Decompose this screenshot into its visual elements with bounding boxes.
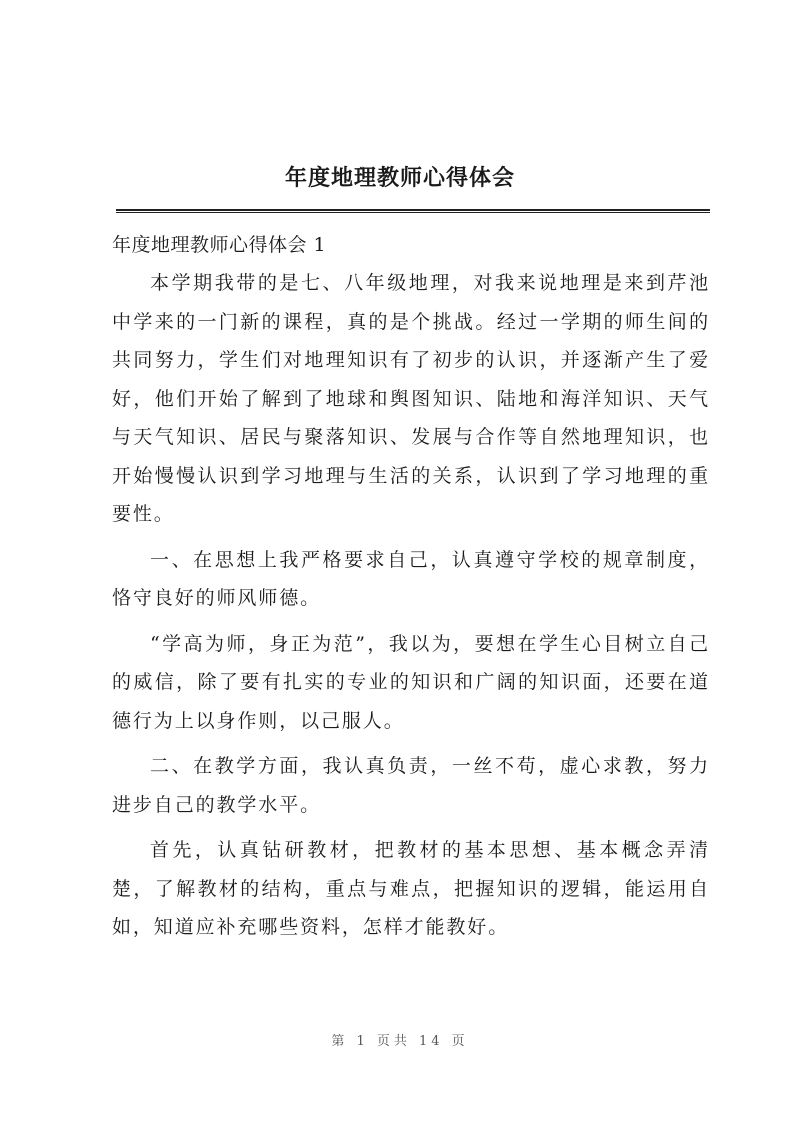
paragraph-1: 本学期我带的是七、八年级地理，对我来说地理是来到芹池中学来的一门新的课程，真的是个挑战。经过一学期的师生间的共同努力，学生们对地理知识有了初步的认识，并逐渐产生了爱好，他们开始了解到了地球和舆图知识、陆地和海洋知识、天气与天气知识、居民与聚落知识、发展与合作等自然地理知识，也开始慢慢认识到学习地理与生活的关系，认识到了学习地理的重要性。 xyxy=(112,272,710,525)
title-divider xyxy=(116,209,710,213)
paragraph-3: “学高为师，身正为范”，我以为，要想在学生心目树立自己的威信，除了要有扎实的专业的知识和广阔的知识面，还要在道德行为上以身作则，以己服人。 xyxy=(112,632,710,732)
paragraph-5: 首先，认真钻研教材，把教材的基本思想、基本概念弄清楚，了解教材的结构，重点与难点，把握知识的逻辑，能运用自如，知道应补充哪些资料，怎样才能教好。 xyxy=(112,839,710,938)
document-body xyxy=(112,226,710,954)
section-heading: 年度地理教师心得体会 1 xyxy=(112,234,327,256)
paragraph-4: 二、在教学方面，我认真负责，一丝不苟，虚心求教，努力进步自己的教学水平。 xyxy=(112,755,710,816)
document-title: 年度地理教师心得体会 xyxy=(284,165,515,191)
page-number: 第 1 页共 14 页 xyxy=(331,1034,469,1049)
paragraph-2: 一、在思想上我严格要求自己，认真遵守学校的规章制度，恪守良好的师风师德。 xyxy=(112,548,710,609)
